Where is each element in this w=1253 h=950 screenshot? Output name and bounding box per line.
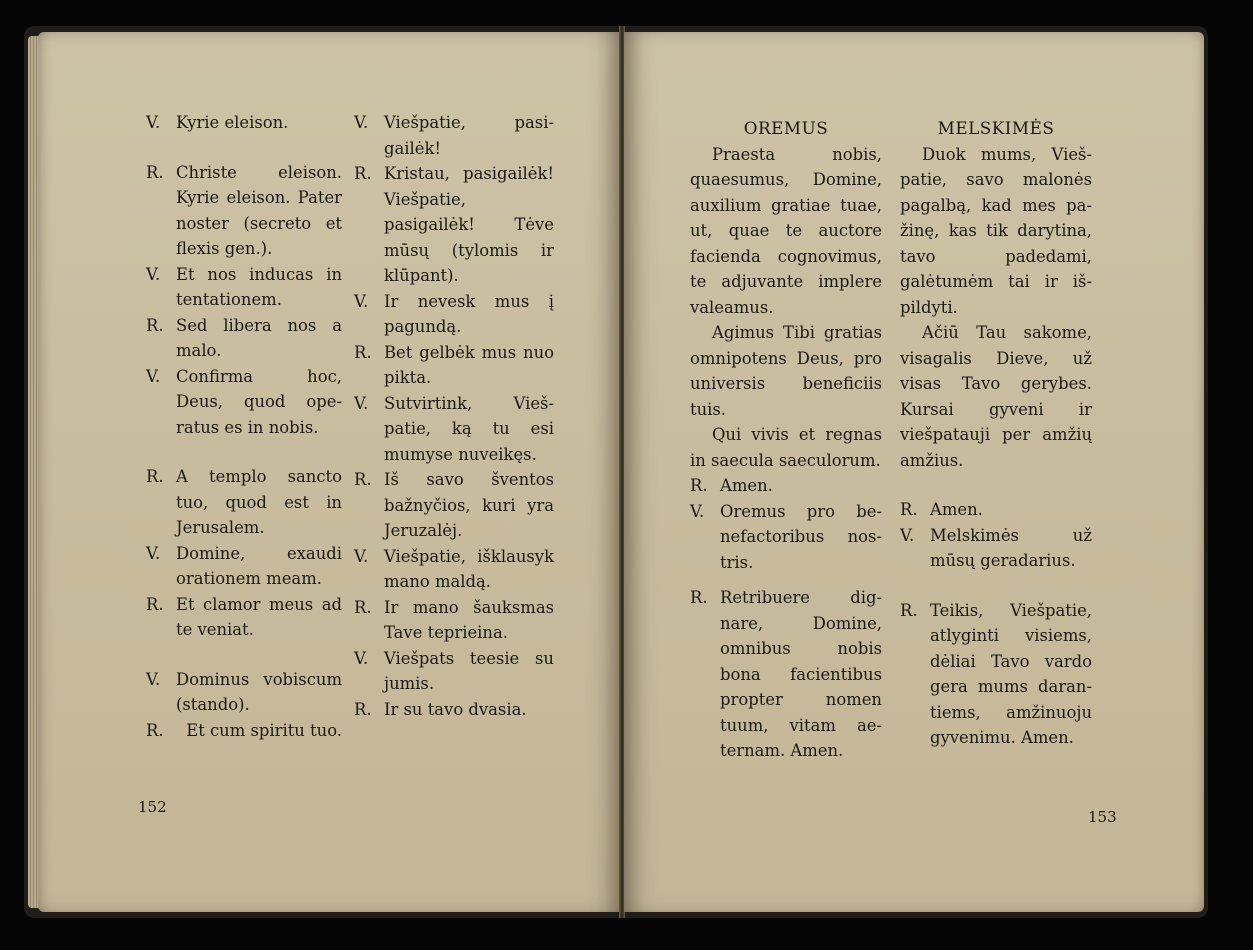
response-line: R. Amen.: [690, 476, 773, 495]
melskimes-heading: MELSKIMĖS: [937, 118, 1055, 138]
response-line: R. Bet gelbėk mus nuo pikta.: [354, 342, 554, 387]
prayer-paragraph: Ačiū Tau sakome, visagalis Dieve, už visas Tavo gerybes. Kursai gyveni ir viešpatauji per amžių amžius.: [900, 323, 1092, 470]
response-line: R. Kristau, pasigailėk! Viešpatie, pasigailėk! Tėve mūsų (tylomis ir klūpant).: [354, 164, 554, 285]
response-line: V. Confirma hoc, Deus, quod operatus es in nobis.: [146, 366, 342, 437]
response-line: R. Iš savo šventos bažnyčios, kuri yra Jeruzalėj.: [354, 470, 554, 540]
response-line: R. Ir mano šauksmas Tave teprieina.: [354, 597, 554, 642]
response-line: V. Ir nevesk mus į pagundą.: [354, 291, 554, 336]
response-line: R. Et clamor meus ad te veniat.: [146, 594, 342, 639]
right-page: [624, 32, 1204, 912]
page-number-left: 152: [138, 798, 167, 816]
response-line: R. A templo sancto tuo, quod est in Jerusalem.: [146, 467, 342, 537]
response-line: R. Et cum spiritu tuo.: [146, 720, 342, 740]
lithuanian-responses-column: [354, 110, 554, 722]
response-line: V. Viešpatie, išklausyk mano maldą.: [354, 546, 554, 591]
response-line: R. Sed libera nos a malo.: [146, 315, 342, 360]
left-page: [38, 32, 620, 912]
prayer-paragraph: Duok mums, Viešpatie, savo malonės pagalbą, kad mes pažinę, kas tik darytina, tavo padedami, galėtumėm tai ir išpildyti.: [900, 144, 1092, 317]
response-line: V. Domine, exaudi orationem meam.: [146, 543, 342, 588]
response-line: V. Dominus vobiscum (stando).: [146, 669, 342, 714]
prayer-paragraph: Praesta nobis, quaesumus, Domine, auxilium gratiae tuae, ut, quae te auctore facienda cognovimus, te adjuvante implere valeamus.: [690, 144, 882, 317]
response-line: V. Kyrie eleison.: [146, 113, 289, 132]
oremus-heading: OREMUS: [743, 118, 829, 138]
response-line: R. Amen.: [900, 500, 983, 519]
page-number-right: 153: [1088, 808, 1117, 826]
response-line: R. Retribuere dignare, Domine, omnibus nobis bona facientibus propter nomen tuum, vitam aeternam. Amen.: [690, 588, 882, 760]
response-line: R. Christe eleison. Kyrie eleison. Pater noster (secreto et flexis gen.).: [146, 162, 342, 258]
response-line: V. Oremus pro benefactoribus nostris.: [690, 501, 882, 572]
response-line: R. Teikis, Viešpatie, atlyginti visiems, dėliai Tavo vardo gera mums darantiems, amžinuoju gyvenimu. Amen.: [900, 600, 1092, 747]
response-line: V. Viešpatie, pasigailėk!: [354, 113, 554, 158]
latin-responses-column: [146, 110, 342, 743]
response-line: V. Melskimės už mūsų geradarius.: [900, 525, 1092, 570]
response-line: V. Sutvirtink, Viešpatie, ką tu esi mumyse nuveikęs.: [354, 393, 554, 464]
prayer-paragraph: Agimus Tibi gratias omnipotens Deus, pro universis beneficiis tuis.: [690, 323, 882, 419]
prayer-paragraph: Qui vivis et regnas in saecula saeculorum.: [690, 425, 882, 470]
response-line: V. Viešpats teesie su jumis.: [354, 648, 554, 693]
response-line: V. Et nos inducas in tentationem.: [146, 264, 342, 309]
response-line: R. Ir su tavo dvasia.: [354, 699, 527, 719]
oremus-column: [690, 116, 882, 764]
melskimes-column: [900, 116, 1092, 751]
open-book: [24, 26, 1208, 918]
